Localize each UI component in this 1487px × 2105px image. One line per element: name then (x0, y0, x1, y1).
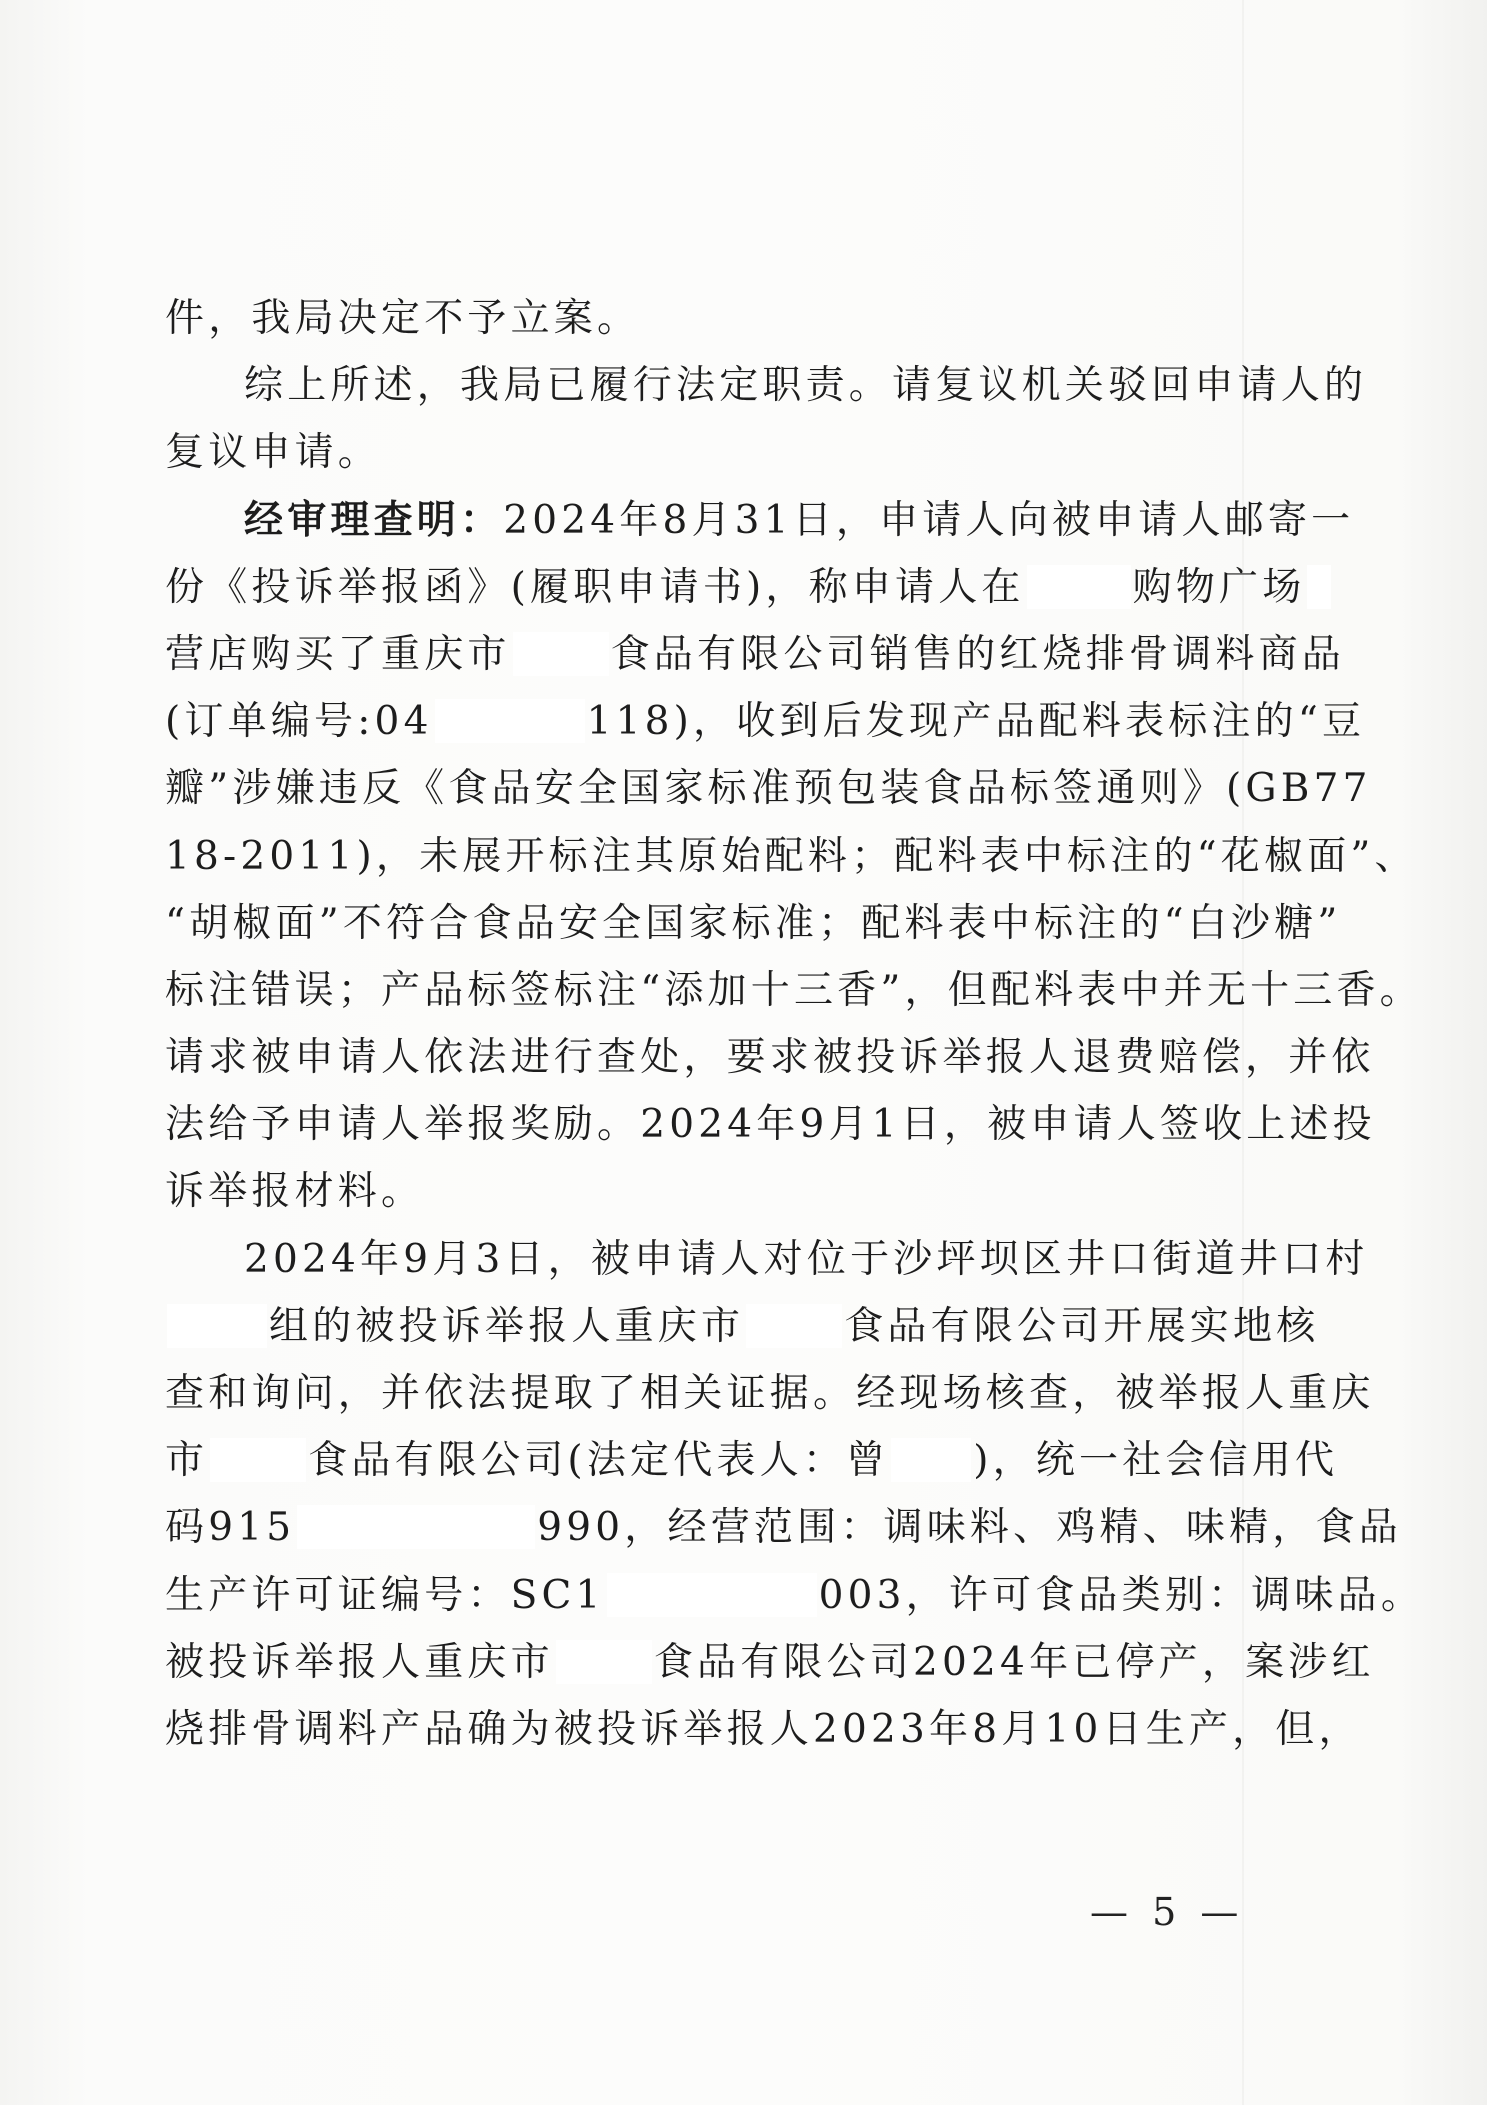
paragraph-4-line-4 (165, 1427, 1339, 1494)
text-span: 份《投诉举报函》(履职申请书)，称申请人在 (165, 564, 1025, 610)
paragraph-3-line-6: 18-2011)，未展开标注其原始配料；配料表中标注的“花椒面”、 (165, 833, 1418, 879)
paragraph-1-line: 件，我局决定不予立案。 (165, 296, 641, 341)
document-body (165, 285, 1425, 1763)
text-span: 2024年8月31日，申请人向被申请人邮寄一 (503, 497, 1355, 543)
redaction-box (607, 1573, 817, 1617)
findings-heading: 经审理查明： (244, 496, 504, 543)
text-span: 003，许可食品类别：调味品。 (818, 1572, 1425, 1618)
page-number: — 5 — (1090, 1890, 1245, 1934)
text-span: (订单编号:04 (165, 699, 433, 745)
text-span: 生产许可证编号：SC1 (165, 1572, 605, 1618)
redaction-box (1027, 565, 1131, 609)
paragraph-4-line-6 (165, 1562, 1425, 1629)
paragraph-4-line-2 (165, 1293, 1320, 1360)
paragraph-2-line-2: 复议申请。 (165, 430, 382, 476)
redaction-box (297, 1505, 535, 1549)
paragraph-3-line-11: 诉举报材料。 (165, 1169, 425, 1215)
text-span: 被投诉举报人重庆市 (165, 1639, 554, 1685)
paragraph-2-line-1: 综上所述，我局已履行法定职责。请复议机关驳回申请人的 (244, 363, 1368, 409)
paragraph-4-line-8: 烧排骨调料产品确为被投诉举报人2023年8月10日生产，但， (165, 1706, 1362, 1752)
paragraph-3-line-10: 法给予申请人举报奖励。2024年9月1日，被申请人签收上述投 (165, 1102, 1376, 1148)
redaction-box (513, 632, 609, 676)
redaction-box (1307, 565, 1331, 609)
text-span: 组的被投诉举报人重庆市 (269, 1303, 745, 1349)
paragraph-4-line-5 (165, 1494, 1402, 1561)
paragraph-3-line-9: 请求被申请人依法进行查处，要求被投诉举报人退费赔偿，并依 (165, 1035, 1375, 1081)
paragraph-4-line-3: 查和询问，并依法提取了相关证据。经现场核查，被举报人重庆 (165, 1371, 1375, 1416)
redaction-box (167, 1304, 267, 1348)
paragraph-3-line-5: 瓣”涉嫌违反《食品安全国家标准预包装食品标签通则》(GB77 (165, 766, 1372, 812)
redaction-box (556, 1640, 652, 1684)
redaction-box (435, 699, 585, 743)
paragraph-4-line-1: 2024年9月3日，被申请人对位于沙坪坝区井口街道井口村 (244, 1236, 1369, 1282)
text-span: 990，经营范围：调味料、鸡精、味精，食品 (537, 1505, 1402, 1551)
text-span: 食品有限公司(法定代表人：曾 (308, 1438, 890, 1484)
text-span: 购物广场 (1132, 564, 1306, 610)
paragraph-3-line-4 (165, 688, 1366, 755)
text-span: 食品有限公司销售的红烧排骨调料商品 (610, 631, 1346, 677)
text-span: 码915 (165, 1505, 296, 1551)
paragraph-3-line-7: “胡椒面”不符合食品安全国家标准；配料表中标注的“白沙糖” (165, 900, 1342, 946)
paragraph-3-line-2 (165, 554, 1306, 621)
text-span: 市 (165, 1438, 209, 1484)
text-span: 食品有限公司开展实地核 (844, 1303, 1320, 1349)
text-span: 营店购买了重庆市 (165, 631, 511, 677)
redaction-box (210, 1438, 306, 1482)
text-span: 食品有限公司2024年已停产，案涉红 (653, 1639, 1375, 1685)
paragraph-4-line-7 (165, 1629, 1375, 1696)
redaction-box (746, 1304, 842, 1348)
paragraph-3-line-1 (165, 487, 1355, 554)
paragraph-3-line-3 (165, 621, 1346, 688)
text-span: )，统一社会信用代 (973, 1438, 1339, 1484)
redaction-box (891, 1438, 971, 1482)
text-span: 118)，收到后发现产品配料表标注的“豆 (586, 699, 1366, 745)
paragraph-3-line-8: 标注错误；产品标签标注“添加十三香”，但配料表中并无十三香。 (165, 967, 1423, 1013)
